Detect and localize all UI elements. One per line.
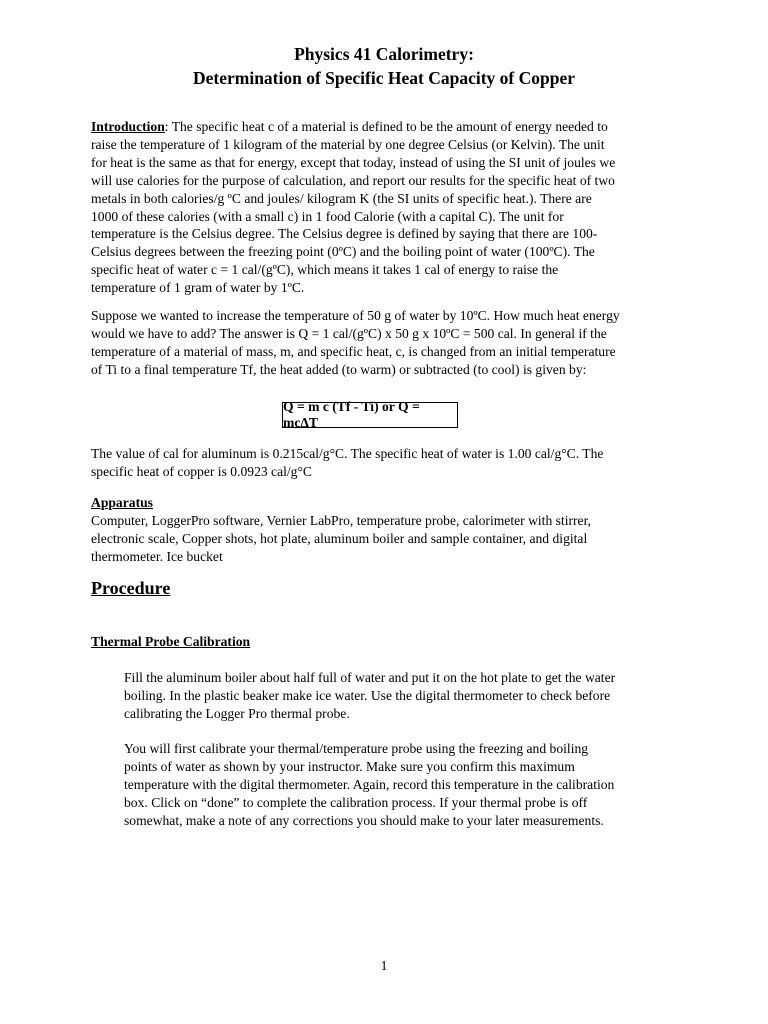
page-title-line1: Physics 41 Calorimetry: <box>294 44 474 64</box>
calibration-subheading: Thermal Probe Calibration <box>91 634 251 649</box>
procedure-step-2: You will first calibrate your thermal/temperature probe using the freezing and boiling points of water as shown by your instructor. Make sure you confirm this maximum temperature with the digital thermometer. Again, record this temperature in the calibration box. Click on “done” to complete the calibration process. If your thermal probe is off somewhat, make a note of any corrections you should make to your later measurements. <box>124 741 615 828</box>
apparatus-text: Computer, LoggerPro software, Vernier LabPro, temperature probe, calorimeter with stirrer, electronic scale, Copper shots, hot plate, aluminum boiler and sample container, and digital thermometer. Ice bucket <box>91 513 591 564</box>
page-number: 1 <box>380 958 388 973</box>
introduction-text: : The specific heat c of a material is defined to be the amount of energy needed to raise the temperature of 1 kilogram of the material by one degree Celsius (or Kelvin). The unit for heat is the same as that for energy, except that today, instead of using the SI unit of joules we will use calories for the purpose of calculation, and report our results for the specific heat of two metals in both calories/g ºC and joules/ kilogram K (the SI units of specific heat.). There are 1000 of these calories (with a small c) in 1 food Calorie (with a capital C). The unit for temperature is the Celsius degree. The Celsius degree is defined by saying that there are 100- Celsius degrees between the freezing point (0ºC) and the boiling point of water (100ºC). The specific heat of water c = 1 cal/(gºC), which means it takes 1 cal of energy to raise the temperature of 1 gram of water by 1ºC. <box>91 119 616 296</box>
introduction-label: Introduction <box>91 119 165 134</box>
apparatus-heading: Apparatus <box>91 495 153 510</box>
procedure-step-1: Fill the aluminum boiler about half full of water and put it on the hot plate to get the water boiling. In the plastic beaker make ice water. Use the digital thermometer to check before calibrating the Logger Pro thermal probe. <box>124 670 616 721</box>
introduction-paragraph <box>91 118 691 297</box>
example-paragraph: Suppose we wanted to increase the temperature of 50 g of water by 10ºC. How much heat energy would we have to add? The answer is Q = 1 cal/(gºC) x 50 g x 10ºC = 500 cal. In general if the temperature of a material of mass, m, and specific heat, c, is changed from an initial temperature of Ti to a final temperature Tf, the heat added (to warm) or subtracted (to cool) is given by: <box>91 308 620 377</box>
page-title-line2: Determination of Specific Heat Capacity of Copper <box>192 68 575 88</box>
procedure-heading: Procedure <box>91 578 171 598</box>
specific-heat-values: The value of cal for aluminum is 0.215cal/g°C. The specific heat of water is 1.00 cal/g°C. The specific heat of copper is 0.0923 cal/g°C <box>91 446 604 479</box>
heat-formula-box: Q = m c (Tf - Ti) or Q = mcΔT <box>282 402 458 428</box>
